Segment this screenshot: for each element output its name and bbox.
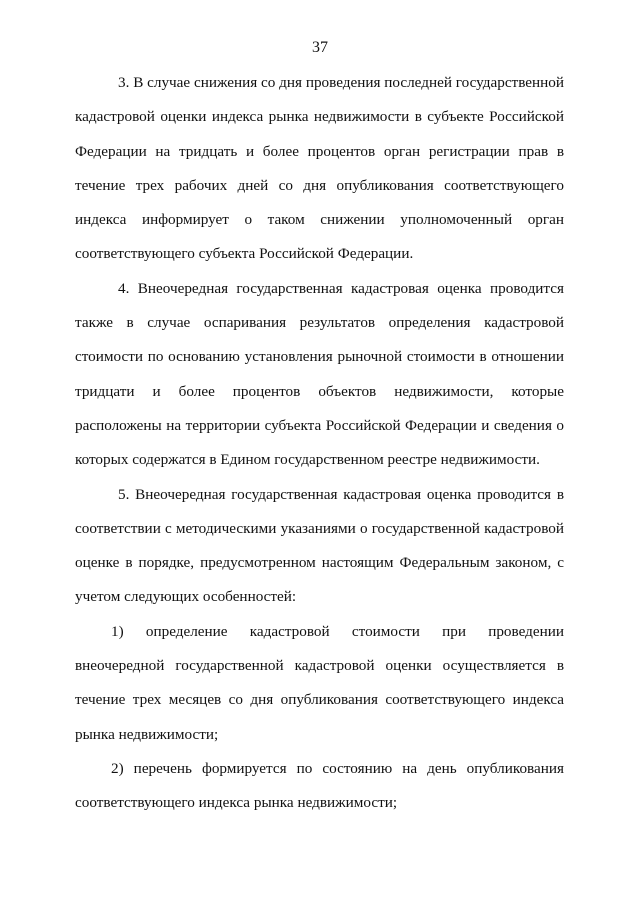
- list-item-2: 2) перечень формируется по состоянию на день опубликования соответствующего индекса рынка недвижимости;: [75, 759, 564, 812]
- page-number: 37: [312, 39, 328, 56]
- document-body: [75, 66, 564, 821]
- paragraph-4: 4. Внеочередная государственная кадастровая оценка проводится также в случае оспаривания результатов определения кадастровой стоимости по основанию установления рыночной стоимости в отношении тридцати и более процентов объектов недвижимости, которые расположены на территории субъекта Российской Федерации и сведения о которых содержатся в Едином государственном реестре недвижимости.: [75, 279, 564, 469]
- paragraph-3: 3. В случае снижения со дня проведения последней государственной кадастровой оценки индекса рынка недвижимости в субъекте Российской Федерации на тридцать и более процентов орган регистрации прав в течение трех рабочих дней со дня опубликования соответствующего индекса информирует о таком снижении уполномоченный орган соответствующего субъекта Российской Федерации.: [75, 74, 564, 263]
- paragraph-5: 5. Внеочередная государственная кадастровая оценка проводится в соответствии с методическими указаниями о государственной кадастровой оценке в порядке, предусмотренном настоящим Федеральным законом, с учетом следующих особенностей:: [75, 485, 564, 606]
- list-item-1: 1) определение кадастровой стоимости при проведении внеочередной государственной кадастровой оценки осуществляется в течение трех месяцев со дня опубликования соответствующего индекса рынка недвижимости;: [75, 622, 564, 743]
